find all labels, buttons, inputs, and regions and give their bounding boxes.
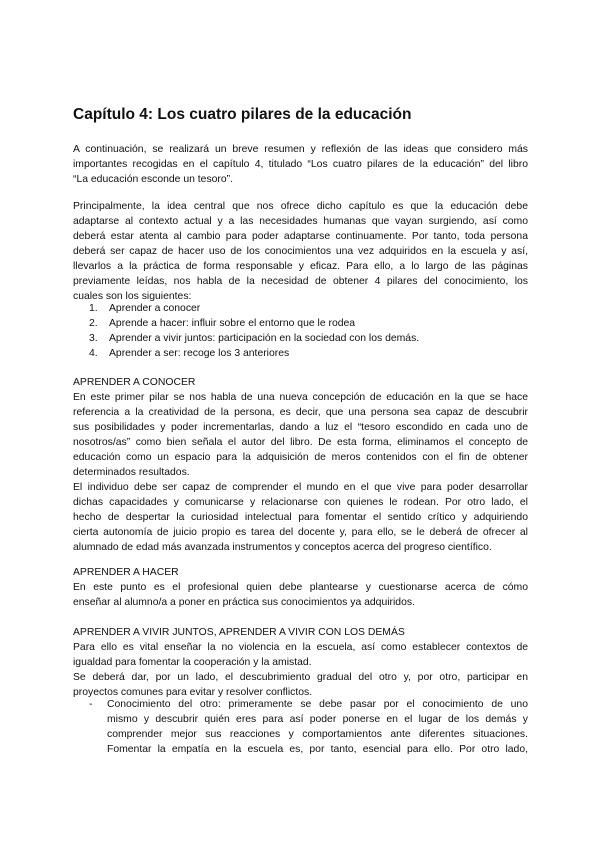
text-line: referencia a la creatividad de la persona, es decir, que una persona sea capaz de descubrir xyxy=(73,407,528,418)
text-line: deberá estar atenta al cambio para poder adaptarse continuamente. Por tanto, toda persona xyxy=(73,231,528,242)
list-number: 2. xyxy=(89,318,98,329)
text-line: sus posibilidades y poder incrementarlas, dando a luz el “tesoro escondido en cada uno de xyxy=(73,422,528,433)
conocer-paragraph xyxy=(73,390,528,555)
text-line: previamente leídas, nos habla de la necesidad de obtener 4 pilares del conocimiento, los xyxy=(73,276,528,287)
text-line: Fomentar la empatía en la escuela es, por tanto, esencial para ello. Por otro lado, xyxy=(107,744,528,755)
section-heading-hacer: APRENDER A HACER xyxy=(73,567,179,578)
text-line: Conocimiento del otro: primeramente se debe pasar por el conocimiento de uno xyxy=(107,699,528,710)
list-text: Aprender a ser: recoge los 3 anteriores xyxy=(109,348,290,359)
text-line: hecho de despertar la curiosidad intelectual para fomentar el sentido crítico y adquiriendo xyxy=(73,512,528,523)
text-line: cierta autonomía de juicio propio es tarea del docente y, para ello, se le deberá de ofrecer al xyxy=(73,527,528,538)
text-line: cuales son los siguientes: xyxy=(73,291,192,302)
text-line: Se deberá dar, por un lado, el descubrimiento gradual del otro y, por otro, participar en xyxy=(73,672,528,683)
list-text: Aprender a conocer xyxy=(109,303,201,314)
list-item xyxy=(89,316,419,331)
text-line: A continuación, se realizará un breve resumen y reflexión de las ideas que considero más xyxy=(73,144,528,155)
text-line: alumnado de edad más avanzada instrumentos y conceptos acerca del progreso científico. xyxy=(73,542,492,553)
text-line: En este punto es el profesional quien debe plantearse y cuestionarse acerca de cómo xyxy=(73,582,528,593)
text-line: llevarlos a la práctica de forma responsable y eficaz. Para ello, a lo largo de las páginas xyxy=(73,261,528,272)
text-line: dichas capacidades y comunicarse y relacionarse con quienes le rodean. Por otro lado, el xyxy=(73,497,528,508)
list-item xyxy=(89,331,419,346)
section-heading-conocer: APRENDER A CONOCER xyxy=(73,377,196,388)
list-number: 4. xyxy=(89,348,98,359)
text-line: deberá ser capaz de hacer uso de los conocimientos una vez adquiridos en la escuela y así, xyxy=(73,246,528,257)
pillars-list xyxy=(89,301,419,361)
text-line: mismo y descubrir quién eres para así poder ponerse en el lugar de los demás y xyxy=(107,714,528,725)
principal-paragraph xyxy=(73,199,528,304)
text-line: importantes recogidas en el capítulo 4, titulado “Los cuatro pilares de la educación” del libro xyxy=(73,159,528,170)
dash-bullet: - xyxy=(89,699,93,710)
list-number: 3. xyxy=(89,333,98,344)
chapter-title: Capítulo 4: Los cuatro pilares de la educación xyxy=(73,106,412,123)
text-line: determinados resultados. xyxy=(73,467,190,478)
text-line: educación como un espacio para la adquisición de meros contenidos con el fin de obtener xyxy=(73,452,528,463)
text-line: En este primer pilar se nos habla de una nueva concepción de educación en la que se hace xyxy=(73,392,528,403)
text-line: igualdad para fomentar la cooperación y la amistad. xyxy=(73,657,312,668)
text-line: “La educación esconde un tesoro”. xyxy=(73,174,234,185)
text-line: adaptarse al contexto actual y a las necesidades humanas que vayan surgiendo, así como xyxy=(73,216,528,227)
section-heading-vivir: APRENDER A VIVIR JUNTOS, APRENDER A VIVIR CON LOS DEMÁS xyxy=(73,627,405,638)
text-line: enseñar al alumno/a a poner en práctica sus conocimientos ya adquiridos. xyxy=(73,597,415,608)
list-text: Aprende a hacer: influir sobre el entorno que le rodea xyxy=(109,318,356,329)
text-line: El individuo debe ser capaz de comprender el mundo en el que vive para poder desarrollar xyxy=(73,482,528,493)
list-item xyxy=(89,346,419,361)
hacer-paragraph xyxy=(73,580,528,610)
text-line: nosotros/as” como bien señala el autor del libro. De esta forma, eliminamos el concepto de xyxy=(73,437,528,448)
list-number: 1. xyxy=(89,303,98,314)
dash-list-text xyxy=(107,697,528,757)
text-line: proyectos comunes para evitar y resolver conflictos. xyxy=(73,687,313,698)
text-line: Para ello es vital enseñar la no violencia en la escuela, así como establecer contextos de xyxy=(73,642,528,653)
intro-paragraph xyxy=(73,142,528,187)
text-line: Principalmente, la idea central que nos ofrece dicho capítulo es que la educación debe xyxy=(73,201,528,212)
text-line: comprender mejor sus reacciones y comportamientos ante diferentes situaciones. xyxy=(107,729,528,740)
vivir-paragraph xyxy=(73,640,528,700)
list-item xyxy=(89,301,419,316)
list-text: Aprender a vivir juntos: participación en la sociedad con los demás. xyxy=(109,333,420,344)
